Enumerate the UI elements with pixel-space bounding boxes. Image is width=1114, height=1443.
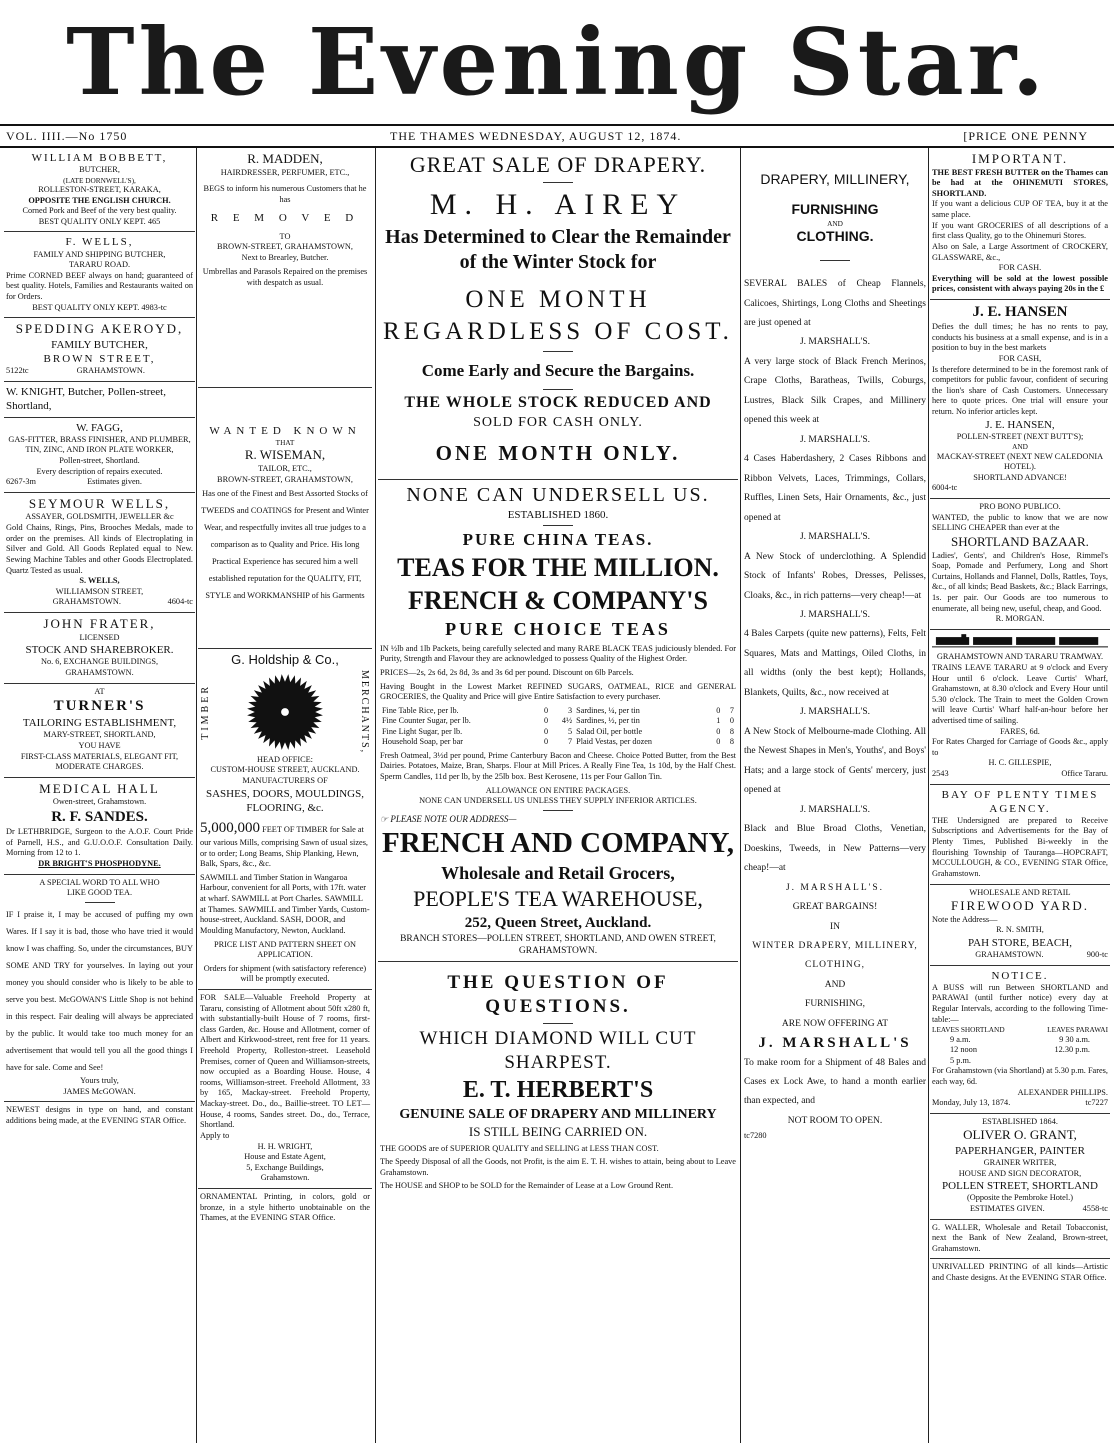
ad-line: THAT bbox=[275, 438, 295, 448]
timetable-cell: 12 noon bbox=[950, 1045, 977, 1055]
ad-line: FOR CASH, bbox=[998, 353, 1042, 363]
train-icon bbox=[932, 633, 1108, 649]
ad-line: STOCK AND SHAREBROKER. bbox=[25, 644, 174, 657]
advertiser-name: E. T. HERBERT'S bbox=[462, 1077, 654, 1104]
ad-line: FOR CASH. bbox=[998, 263, 1042, 273]
ad-town: GRAHAMSTOWN. bbox=[65, 667, 134, 677]
ad-signature: H. C. GILLESPIE, bbox=[988, 758, 1052, 768]
ad-heading: FIREWOOD YARD. bbox=[950, 898, 1090, 914]
ad-heading: ONE MONTH bbox=[465, 285, 651, 313]
advertiser-name: G. Holdship & Co., bbox=[231, 652, 339, 668]
divider bbox=[820, 260, 850, 261]
ad-heading: ONE MONTH ONLY. bbox=[435, 440, 681, 465]
ad-line: House and Estate Agent, bbox=[244, 1152, 326, 1162]
ad-town: GRAHAMSTOWN. bbox=[52, 597, 121, 607]
ad-line: J. MARSHALL'S. bbox=[799, 804, 871, 815]
ad-line: Grahamstown. bbox=[260, 1173, 310, 1183]
advertiser-name: H. H. WRIGHT, bbox=[257, 1141, 313, 1151]
price-cell: 0 bbox=[544, 716, 549, 726]
ad-wright bbox=[198, 990, 372, 1189]
price-cell: 7 bbox=[568, 737, 573, 747]
ad-line: MERCHANTS, bbox=[359, 669, 370, 754]
ad-bobbett bbox=[4, 148, 195, 232]
ad-body: A New Stock of underclothing. A Splendid Stock of Infants' Robes, Dresses, Pelisses, Cloaks, &c., in rich patterns—very cheap!—at bbox=[744, 551, 926, 601]
ad-body: PRICES—2s, 2s 6d, 2s 8d, 3s and 3s 6d per pound. Discount on 6lb Parcels. bbox=[380, 667, 634, 677]
ad-line: IN bbox=[829, 921, 841, 932]
ad-town: GRAHAMSTOWN. bbox=[975, 950, 1044, 960]
ad-date: Monday, July 13, 1874. bbox=[932, 1098, 1011, 1108]
ad-address: BROWN-STREET, GRAHAMSTOWN, bbox=[217, 242, 353, 252]
price-row bbox=[380, 716, 736, 727]
ad-body: To make room for a Shipment of 48 Bales and Cases ex Lock Awe, to hand a month earlier than expected, and bbox=[744, 1057, 926, 1107]
ad-heading: WINTER DRAPERY, MILLINERY, CLOTHING, bbox=[752, 940, 918, 971]
price-cell: Plaid Vestas, per dozen bbox=[576, 737, 652, 747]
ad-line: BRANCH STORES—POLLEN STREET, SHORTLAND, AND OWEN STREET, GRAHAMSTOWN. bbox=[400, 933, 716, 956]
ad-heading: GENUINE SALE OF DRAPERY AND MILLINERY bbox=[399, 1107, 717, 1123]
advertiser-name: R. N. SMITH, bbox=[996, 925, 1044, 935]
ad-line: J. MARSHALL'S. bbox=[799, 337, 871, 348]
ad-mcgowan bbox=[4, 875, 195, 1102]
ad-heading: GREAT BARGAINS! bbox=[792, 902, 878, 913]
ad-body: A BUSS will run Between SHORTLAND and PARAWAI (until further notice) every day at Regular Intervals, according to the following Time-table:— bbox=[932, 982, 1108, 1024]
ad-heading: WHICH DIAMOND WILL CUT SHARPEST. bbox=[419, 1027, 697, 1074]
ad-signature: ALEXANDER PHILLIPS. bbox=[1017, 1087, 1108, 1097]
ad-line: ESTABLISHED 1864. bbox=[982, 1116, 1058, 1126]
ad-body: SAWMILL and Timber Station in Wangaroa Harbour, convenient for all Ports, with 17ft. water at wharf. SAWMILL at Port Charles. SAWMILL at Thames. SAWMILL and Timber Yards, Custom-house-street, Auckland. SASH, DOOR, and Moulding Manufactory, Newton, Auckland. bbox=[200, 872, 370, 935]
price-cell: 0 bbox=[544, 705, 549, 715]
ad-heading: GRAHAMSTOWN AND TARARU TRAMWAY. bbox=[936, 652, 1104, 662]
ad-heading: BAY OF PLENTY TIMES AGENCY. bbox=[941, 788, 1099, 815]
price-cell: 0 bbox=[716, 705, 721, 715]
ad-line: FAMILY AND SHIPPING BUTCHER, bbox=[33, 249, 166, 259]
ad-line: Next to Brearley, Butcher. bbox=[241, 252, 329, 262]
ad-body: NEWEST designs in type on hand, and constant additions being made, at the EVENING STAR Office. bbox=[6, 1105, 193, 1125]
divider bbox=[543, 525, 573, 526]
ad-turner bbox=[4, 684, 195, 778]
advertiser-name: FRENCH & COMPANY'S bbox=[408, 586, 708, 616]
ad-line: TAILOR, ETC., bbox=[258, 464, 312, 474]
ad-code: 900-tc bbox=[1086, 950, 1108, 960]
ad-code: 4558-tc bbox=[1082, 1203, 1108, 1213]
ad-wells bbox=[4, 232, 195, 318]
ad-address: BROWN STREET, bbox=[43, 352, 156, 365]
ad-ohinemuri bbox=[930, 148, 1110, 300]
divider bbox=[543, 1023, 573, 1024]
ad-firewood bbox=[930, 885, 1110, 966]
timetable-cell: 5 p.m. bbox=[950, 1055, 971, 1065]
column-rule bbox=[375, 148, 376, 1443]
ad-heading: LIKE GOOD TEA. bbox=[66, 888, 133, 898]
ad-line: HAIRDRESSER, PERFUMER, ETC., bbox=[220, 167, 350, 177]
ad-line: WHOLESALE AND RETAIL bbox=[969, 887, 1071, 897]
ad-line: BUTCHER, bbox=[79, 165, 120, 175]
ad-body: Black and Blue Broad Cloths, Venetian, Doeskins, Tweeds, in New Patterns—very cheap!—at bbox=[744, 824, 926, 874]
ad-line: NONE CAN UNDERSELL US UNLESS THEY SUPPLY INFERIOR ARTICLES. bbox=[419, 796, 697, 806]
ad-heading: GREAT SALE OF DRAPERY. bbox=[409, 152, 707, 177]
price-cell: 0 bbox=[716, 737, 721, 747]
divider bbox=[543, 810, 573, 811]
ad-line: OPPOSITE THE ENGLISH CHURCH. bbox=[28, 195, 171, 205]
column-3 bbox=[378, 148, 738, 1443]
advertiser-name: M. H. AIREY bbox=[429, 188, 687, 222]
ad-body: A very large stock of Black French Merinos, Crape Cloths, Baratheas, Twills, Coburgs, Lustres, Black Silk Crapes, and Millinery opened this week at bbox=[744, 356, 926, 426]
advertiser-name: SEYMOUR WELLS, bbox=[28, 495, 171, 511]
column-1 bbox=[4, 148, 195, 1443]
ad-line: (Opposite the Pembroke Hotel.) bbox=[967, 1193, 1073, 1203]
pointing-hand-icon: ☞ bbox=[380, 813, 391, 824]
ad-fagg bbox=[4, 418, 195, 493]
ad-address: CUSTOM-HOUSE STREET, AUCKLAND. bbox=[210, 765, 360, 775]
ad-line: GRAINER WRITER, bbox=[983, 1158, 1057, 1168]
advertiser-name: TURNER'S bbox=[53, 698, 146, 715]
advertiser-name: J. E. HANSEN, bbox=[985, 418, 1055, 431]
price-cell: 0 bbox=[729, 716, 734, 726]
issue-date: THE THAMES WEDNESDAY, AUGUST 12, 1874. bbox=[390, 129, 682, 143]
ad-heading: SOLD FOR CASH ONLY. bbox=[473, 414, 643, 430]
ad-address: MACKAY-STREET (NEXT NEW CALEDONIA HOTEL). bbox=[936, 451, 1104, 472]
ad-body: THE BEST FRESH BUTTER on the Thames can be had at the OHINEMUTI STORES, SHORTLAND. bbox=[932, 167, 1108, 198]
ad-heading: PRO BONO PUBLICO. bbox=[979, 502, 1061, 512]
ad-address: PAH STORE, BEACH, bbox=[968, 936, 1072, 949]
ad-madden bbox=[198, 148, 372, 388]
ad-line: Apply to bbox=[200, 1130, 230, 1140]
ad-seymour-wells bbox=[4, 493, 195, 613]
ad-code: 6267-3m bbox=[6, 477, 36, 487]
price-cell: 0 bbox=[544, 726, 549, 736]
ad-address: POLLEN-STREET (NEXT BUTT'S); bbox=[956, 431, 1084, 441]
volume-number: VOL. IIII.—No 1750 bbox=[6, 129, 128, 143]
ad-body: 4 Bales Carpets (quite new patterns), Felts, Felt Squares, Mats and Mattings, Oiled Cloths, in all widths (only the best kept); Hollands, Blankets, Quilts, &c., now received at bbox=[744, 629, 926, 698]
price-cell: Sardines, ½, per tin bbox=[576, 716, 640, 726]
ad-hansen bbox=[930, 300, 1110, 499]
ad-line: AT bbox=[94, 686, 105, 696]
price-cell: 7 bbox=[729, 705, 734, 715]
ad-holdship bbox=[198, 649, 372, 990]
price: [PRICE ONE PENNY bbox=[963, 129, 1088, 143]
ad-line: AND bbox=[824, 979, 846, 990]
advertiser-name: MEDICAL HALL bbox=[39, 780, 160, 796]
ad-line: Note the Address— bbox=[932, 914, 998, 924]
ad-body: ORNAMENTAL Printing, in colors, gold or bronze, in a style hitherto unobtainable on the Thames, at the EVENING STAR Office. bbox=[200, 1191, 370, 1223]
ad-body: If you want a delicious CUP OF TEA, buy it at the same place. bbox=[932, 199, 1108, 220]
ad-signature: R. MORGAN. bbox=[995, 614, 1045, 624]
column-rule bbox=[196, 148, 197, 1443]
ad-line: FARES, 6d. bbox=[1000, 726, 1040, 736]
ad-frater bbox=[4, 613, 195, 684]
ad-line: LICENSED bbox=[79, 632, 120, 642]
ad-line: (LATE DORNWELL'S), bbox=[63, 175, 136, 185]
ad-body: Prime CORNED BEEF always on hand; guaranteed of best quality. Hotels, Families and Restaurants waited on for Orders. bbox=[6, 270, 193, 301]
ad-wiseman bbox=[198, 388, 372, 649]
ad-body: Corned Pork and Beef of the very best quality. bbox=[22, 206, 177, 216]
ad-body: Having Bought in the Lowest Market REFINED SUGARS, OATMEAL, RICE and GENERAL GROCERIES, the Quality and Price will give Entire Satisfaction to every purchaser. bbox=[380, 681, 736, 702]
ad-signature: JAMES McGOWAN. bbox=[63, 1086, 136, 1096]
ad-heading: THE QUESTION OF QUESTIONS. bbox=[447, 972, 669, 1018]
ad-ornamental bbox=[198, 1189, 372, 1228]
ad-heading: Has Determined to Clear the Remainder of the Winter Stock for bbox=[385, 225, 731, 274]
ad-heading: TEAS FOR THE MILLION. bbox=[397, 553, 719, 583]
timetable-cell: 9 a.m. bbox=[950, 1034, 971, 1044]
ad-line: GAS-FITTER, BRASS FINISHER, AND PLUMBER, bbox=[8, 434, 191, 444]
ad-code: 4604-tc bbox=[167, 597, 193, 607]
price-cell: 3 bbox=[568, 705, 573, 715]
ad-heading: THE WHOLE STOCK REDUCED AND bbox=[404, 394, 712, 412]
ad-line: HOUSE AND SIGN DECORATOR, bbox=[958, 1168, 1082, 1178]
price-cell: 8 bbox=[729, 726, 734, 736]
divider bbox=[543, 351, 573, 352]
advertiser-name: R. F. SANDES. bbox=[51, 809, 148, 826]
ad-heading: Wholesale and Retail Grocers, bbox=[441, 863, 675, 884]
ad-address: Owen-street, Grahamstown. bbox=[52, 797, 147, 807]
price-cell: 1 bbox=[716, 716, 721, 726]
ad-line: Office Tararu. bbox=[1061, 769, 1108, 779]
timetable-cell: 9 30 a.m. bbox=[1059, 1034, 1090, 1044]
price-cell: 0 bbox=[544, 737, 549, 747]
ad-bay-of-plenty bbox=[930, 785, 1110, 885]
advertiser-name: F. WELLS, bbox=[65, 236, 134, 249]
ad-heading: WANTED KNOWN bbox=[209, 425, 361, 437]
column-rule bbox=[928, 148, 929, 1443]
ad-code: 6004-tc bbox=[932, 483, 958, 493]
ad-line: 5, Exchange Buildings, bbox=[246, 1162, 324, 1172]
price-cell: Fine Counter Sugar, per lb. bbox=[382, 716, 471, 726]
ad-body: W. KNIGHT, Butcher, Pollen-street, Shortland, bbox=[6, 385, 166, 412]
divider bbox=[85, 902, 115, 903]
ad-body: WANTED, the public to know that we are now SELLING CHEAPER than ever at the bbox=[932, 512, 1108, 533]
ad-body: Ladies', Gents', and Children's Hose, Rimmel's Soap, Pomade and Perfumery, Long and Short Curtains, Hollands and Flannel, Dolls, Rattles, Toys, &c., of all kinds; Bead Baskets, &c.; Black Earrings, 1s. per pair. Our Goods are too numerous to enumerate, all being new, useful, cheap, and Good. bbox=[932, 550, 1108, 613]
ad-line: PAPERHANGER, PAINTER bbox=[955, 1145, 1085, 1157]
advertiser-name: SPEDDING AKEROYD, bbox=[15, 321, 184, 337]
column-2 bbox=[198, 148, 372, 1443]
ad-newest bbox=[4, 1102, 195, 1130]
ad-line: Estimates given. bbox=[87, 477, 142, 487]
advertiser-name: OLIVER O. GRANT, bbox=[963, 1127, 1077, 1143]
ad-heading: DRAPERY, MILLINERY, bbox=[760, 171, 910, 187]
price-cell: Fine Light Sugar, per lb. bbox=[382, 726, 463, 736]
ad-heading: IS STILL BEING CARRIED ON. bbox=[468, 1124, 648, 1139]
ad-medical-hall bbox=[4, 778, 195, 875]
ad-address: WILLIAMSON STREET, bbox=[55, 586, 144, 596]
masthead-title: The Evening Star. bbox=[66, 8, 1048, 116]
ad-line: TAILORING ESTABLISHMENT, bbox=[22, 717, 177, 730]
ad-line: Yours truly, bbox=[80, 1075, 119, 1085]
ad-footer: BEST QUALITY ONLY KEPT. 465 bbox=[38, 216, 161, 226]
ad-body: THE Undersigned are prepared to Receive Subscriptions and Advertisements for the Bay of Plenty Times, Published Bi-weekly in the flourishing Township of Tauranga—HOPCRAFT, MCCULLOUGH, & CO., EVENING STAR Office, Grahamstown. bbox=[932, 815, 1108, 878]
ad-body: Umbrellas and Parasols Repaired on the premises with despatch as usual. bbox=[202, 267, 368, 287]
ad-akeroyd bbox=[4, 318, 195, 381]
ad-line: TIN, ZINC, AND IRON PLATE WORKER, bbox=[25, 445, 174, 455]
ad-heading: Come Early and Secure the Bargains. bbox=[421, 360, 695, 380]
ad-line: ASSAYER, GOLDSMITH, JEWELLER &c bbox=[25, 512, 174, 522]
ad-body: Dr LETHBRIDGE, Surgeon to the A.O.F. Court Pride of Parnell, H.S., and G.U.O.O.F. Consultation Daily. Morning from 12 to 1. bbox=[6, 827, 193, 858]
ad-herbert bbox=[378, 962, 738, 1199]
ad-heading: NOT ROOM TO OPEN. bbox=[787, 1115, 883, 1126]
ad-shortland-bazaar bbox=[930, 499, 1110, 630]
ad-code: 2543 bbox=[932, 769, 949, 779]
column-rule bbox=[740, 148, 741, 1443]
ad-heading: PURE CHOICE TEAS bbox=[445, 618, 671, 639]
ad-heading: R E M O V E D bbox=[210, 212, 360, 225]
ad-highlight: 5,000,000 bbox=[200, 819, 260, 836]
price-row bbox=[380, 706, 736, 717]
ad-line: YOU HAVE bbox=[78, 740, 121, 750]
ad-address: Pollen-street, Shortland. bbox=[59, 456, 140, 466]
ad-address: TARARU ROAD. bbox=[68, 260, 131, 270]
ad-body: The Speedy Disposal of all the Goods, not Profit, is the aim E. T. H. wishes to attain, being about to Leave Grahamstown. bbox=[380, 1157, 736, 1177]
ad-line: ESTIMATES GIVEN. bbox=[969, 1203, 1045, 1213]
advertiser-name: J. E. HANSEN bbox=[972, 303, 1068, 320]
ad-body: FIRST-CLASS MATERIALS, ELEGANT FIT, MODERATE CHARGES. bbox=[20, 751, 179, 772]
ad-body: Fresh Oatmeal, 3½d per pound, Prime Canterbury Bacon and Cheese. Choice Potted Butter, from the Best Dairies. Potatoes, Maize, Bran, Sharps. Flour at Mill Prices. A Really Fine Tea, 1s 10d, by the Half Chest. Sperm Candles, 11d per lb, by the 25lb box. Best Kerosene, 11s per Four Gallon Tin. bbox=[380, 750, 736, 781]
advertiser-name: WILLIAM BOBBETT, bbox=[31, 152, 168, 164]
ad-line: ALLOWANCE ON ENTIRE PACKAGES. bbox=[485, 785, 631, 795]
ad-heading: NONE CAN UNDERSELL US. bbox=[406, 483, 710, 506]
ad-line: TIMBER bbox=[200, 683, 211, 740]
ad-body: FOR SALE—Valuable Freehold Property at Tararu, consisting of Allotment about 50ft x280 ft, with substantially-built House of 7 rooms, first-class Garden, &c. House and Allotment, corner of Albert and Kirkwood-street, rent free for 11 years. Freehold Property, Rolleston-street. Leasehold Premises, corner of Queen and Williamson-streets, now occupied as a Boarding House. House, 4 rooms, Williamson-street. Freehold Allotment, 33 by 165, Mackay-street. Freehold Property, Mackay-street. Do., do., Baillie-street. TO LET—House, 4 rooms, Sandes street. Do., do., Terrace, Shortland. bbox=[200, 992, 370, 1130]
ad-heading: FURNISHING bbox=[791, 200, 879, 217]
ad-line: SASHES, DOORS, MOULDINGS, FLOORING, &c. bbox=[206, 787, 364, 814]
ad-unrivalled bbox=[930, 1259, 1110, 1287]
ad-line: J. MARSHALL'S. bbox=[799, 610, 871, 621]
price-cell: 0 bbox=[716, 726, 721, 736]
ad-line: TO bbox=[279, 231, 291, 241]
ad-line: PRICE LIST AND PATTERN SHEET ON APPLICATION. bbox=[213, 939, 357, 960]
ad-body: Everything will be sold at the lowest possible prices, consistent with always paying 20s in the £ bbox=[932, 273, 1108, 294]
ad-line: J. MARSHALL'S. bbox=[799, 532, 871, 543]
ad-heading: PURE CHINA TEAS. bbox=[462, 530, 654, 550]
ad-line: J. MARSHALL'S. bbox=[785, 882, 885, 893]
ad-heading: FURNISHING, bbox=[805, 999, 865, 1010]
advertiser-name: SHORTLAND BAZAAR. bbox=[951, 533, 1089, 549]
ad-tramway bbox=[930, 630, 1110, 785]
ad-line: J. MARSHALL'S. bbox=[799, 434, 871, 445]
price-cell: Sardines, ¼, per tin bbox=[576, 705, 640, 715]
price-row bbox=[380, 737, 736, 748]
ad-body: Also on Sale, a Large Assortment of CROCKERY, GLASSWARE, &c., bbox=[932, 241, 1108, 262]
price-cell: 8 bbox=[729, 737, 734, 747]
price-cell: Salad Oil, per bottle bbox=[576, 726, 643, 736]
price-table bbox=[380, 706, 736, 748]
ad-address: POLLEN STREET, SHORTLAND bbox=[942, 1180, 1098, 1193]
ad-body: THE GOODS are of SUPERIOR QUALITY and SELLING at LESS THAN COST. bbox=[380, 1143, 659, 1153]
ad-code: tc7227 bbox=[1085, 1098, 1108, 1108]
ad-heading: REGARDLESS OF COST. bbox=[383, 317, 733, 345]
ad-body: A New Stock of Melbourne-made Clothing. All the Newest Shapes in Men's, Youths', and Boys' Hats; and a large stock of Gents' mercery, just opened at bbox=[744, 726, 926, 796]
ad-body: UNRIVALLED PRINTING of all kinds—Artistic and Chaste designs. At the EVENING STAR Office. bbox=[932, 1262, 1108, 1283]
ad-body: BEGS to inform his numerous Customers that he has bbox=[203, 184, 367, 204]
timetable-cell: 12.30 p.m. bbox=[1054, 1045, 1090, 1055]
ad-line: AND bbox=[827, 218, 843, 228]
column-4 bbox=[742, 148, 928, 1443]
ad-body: The HOUSE and SHOP to be SOLD for the Remainder of Lease at a Low Ground Rent. bbox=[380, 1181, 674, 1191]
price-cell: 5 bbox=[568, 726, 573, 736]
ad-line: ARE NOW OFFERING AT bbox=[781, 1018, 889, 1029]
ad-town: GRAHAMSTOWN. bbox=[76, 365, 145, 375]
ad-address: ROLLESTON-STREET, KARAKA, bbox=[38, 185, 161, 195]
ad-address: BROWN-STREET, GRAHAMSTOWN, bbox=[217, 474, 353, 484]
divider bbox=[543, 182, 573, 183]
ad-body: SEVERAL BALES of Cheap Flannels, Calicoes, Shirtings, Long Cloths and Sheetings are just opened at bbox=[744, 279, 926, 328]
advertiser-name: R. WISEMAN, bbox=[244, 447, 326, 463]
ad-line: FAMILY BUTCHER, bbox=[51, 338, 148, 351]
ad-line: HEAD OFFICE: bbox=[256, 754, 313, 764]
ad-heading: IMPORTANT. bbox=[971, 151, 1069, 166]
ad-body: IF I praise it, I may be accused of puffing my own Wares. If I say it is bad, those who have tried it would know I was chaffing. So, under the circumstances, BUY SOME AND TRY for yourselves. In laying out your money you should consider who is likely to be able to serve you best. McGOWAN'S Little Shop is not behind in this respect. Fair dealing will always be appreciated by the public. It would take too much money for an advertisement that would tell you all the good things I have for sale. Come and See! bbox=[6, 909, 193, 1072]
ad-knight bbox=[4, 382, 195, 418]
sawblade-icon bbox=[246, 673, 324, 751]
ad-line: J. MARSHALL'S. bbox=[799, 707, 871, 718]
price-cell: 4½ bbox=[561, 716, 573, 726]
ad-marshall bbox=[742, 148, 928, 1146]
advertiser-name: S. WELLS, bbox=[79, 576, 120, 586]
ad-body: Is therefore determined to be in the foremost rank of competitors for public favour, confident of securing the lion's share of Cash Customers. Unnecessary here to quote prices. One trial will ensure your return. No inferior articles kept. bbox=[932, 364, 1108, 416]
ad-address: No. 6, EXCHANGE BUILDINGS, bbox=[40, 657, 159, 667]
ad-body: Gold Chains, Rings, Pins, Brooches Medals, made to order on the premises. All kinds of Electroplating in Silver and Gold. All Goods Replated equal to New. Sewing Machine Tables and other Goods Electroplated. Quartz Tested as usual. bbox=[6, 523, 193, 575]
ad-body: Has one of the Finest and Best Assorted Stocks of TWEEDS and COATINGS for Present and Winter Wear, and respectfully invites all true judges to a comparison as to Quality and Price. His long Practical Experience has secured him a well established reputation for the QUALITY, FIT, STYLE and WORKMANSHIP of his Garments bbox=[201, 489, 369, 601]
masthead bbox=[0, 0, 1114, 125]
ad-footer: BEST QUALITY ONLY KEPT. 4983-tc bbox=[32, 302, 167, 312]
advertiser-name: W. FAGG, bbox=[76, 421, 123, 434]
advertiser-name: JOHN FRATER, bbox=[43, 615, 156, 631]
timetable-header: LEAVES PARAWAI bbox=[1047, 1025, 1108, 1035]
ad-code: 5122tc bbox=[6, 365, 29, 375]
price-cell: Fine Table Rice, per lb. bbox=[382, 705, 459, 715]
ad-buss-notice bbox=[930, 966, 1110, 1114]
ad-heading: NOTICE. bbox=[991, 969, 1049, 982]
ad-french-company bbox=[378, 480, 738, 962]
ad-body: Every description of repairs executed. bbox=[36, 466, 163, 476]
ad-line: AND bbox=[1012, 442, 1028, 452]
ad-body: Orders for shipment (with satisfactory reference) will be promptly executed. bbox=[203, 963, 367, 984]
ad-address: MARY-STREET, SHORTLAND, bbox=[43, 730, 156, 740]
ad-body: 4 Cases Haberdashery, 2 Cases Ribbons and Ribbon Velvets, Laces, Trimmings, Collars, Ruffles, Linen Sets, Hair Ornaments, &c., just opened at bbox=[744, 454, 926, 523]
ad-line: ESTABLISHED 1860. bbox=[507, 509, 609, 522]
ad-footer: DR BRIGHT'S PHOSPHODYNE. bbox=[38, 859, 161, 869]
ad-line: PLEASE NOTE OUR ADDRESS— bbox=[390, 813, 517, 824]
ad-body: G. WALLER, Wholesale and Retail Tobacconist, next the Bank of New Zealand, Brown-street, Grahamstown. bbox=[932, 1222, 1108, 1253]
ad-address: 252, Queen Street, Auckland. bbox=[464, 914, 652, 931]
ad-code: tc7280 bbox=[744, 1131, 767, 1141]
timetable-header: LEAVES SHORTLAND bbox=[932, 1025, 1005, 1035]
ad-body: FEET OF TIMBER for Sale at our various Mills, comprising Sawn of usual sizes, or to order; Long Beams, Ship Planking, Hewn, Balk, Spars, &c., &c. bbox=[200, 824, 368, 869]
dateline bbox=[0, 124, 1114, 148]
ad-line: MANUFACTURERS OF bbox=[242, 776, 328, 786]
ad-heading: SHORTLAND ADVANCE! bbox=[973, 472, 1067, 482]
advertiser-name: R. MADDEN, bbox=[247, 151, 323, 166]
price-row bbox=[380, 727, 736, 738]
ad-heading: PEOPLE'S TEA WAREHOUSE, bbox=[413, 886, 703, 912]
divider bbox=[543, 389, 573, 390]
ad-airey bbox=[378, 148, 738, 480]
ad-heading: CLOTHING. bbox=[796, 228, 874, 245]
ad-waller bbox=[930, 1220, 1110, 1260]
ad-body: Defies the dull times; he has no rents to pay, conducts his business at a small expense, and is in a position to buy in the best markets bbox=[932, 322, 1108, 353]
price-cell: Household Soap, per bar bbox=[382, 737, 463, 747]
advertiser-name: FRENCH AND COMPANY, bbox=[381, 827, 735, 860]
advertiser-name: J. MARSHALL'S bbox=[758, 1035, 912, 1052]
ad-grant bbox=[930, 1114, 1110, 1220]
ad-heading: A SPECIAL WORD TO ALL WHO bbox=[39, 877, 160, 887]
ad-body: For Rates Charged for Carriage of Goods &c., apply to bbox=[932, 737, 1108, 757]
ad-body: IN ½lb and 1lb Packets, being carefully selected and many RARE BLACK TEAS judiciously blended. For Purity, Strength and Flavour they are acknowledged to possess Quality of the Highest Order. bbox=[380, 643, 736, 664]
ad-body: For Grahamstown (via Shortland) at 5.30 p.m. Fares, each way, 6d. bbox=[932, 1066, 1108, 1086]
ad-body: If you want GROCERIES of all descriptions of a first class Quality, go to the Ohinemuri Stores. bbox=[932, 220, 1108, 241]
ad-body: TRAINS LEAVE TARARU at 9 o'clock and Every Hour until 6 o'clock. Leave Curtis' Wharf, Grahamstown, at 8.30 o'clock and Every Hour until 5.30 o'clock. The Train to meet the Golden Crown will leave Curtis' Wharf half-an-hour before her advertised time of sailing. bbox=[932, 663, 1108, 726]
column-5 bbox=[930, 148, 1110, 1443]
